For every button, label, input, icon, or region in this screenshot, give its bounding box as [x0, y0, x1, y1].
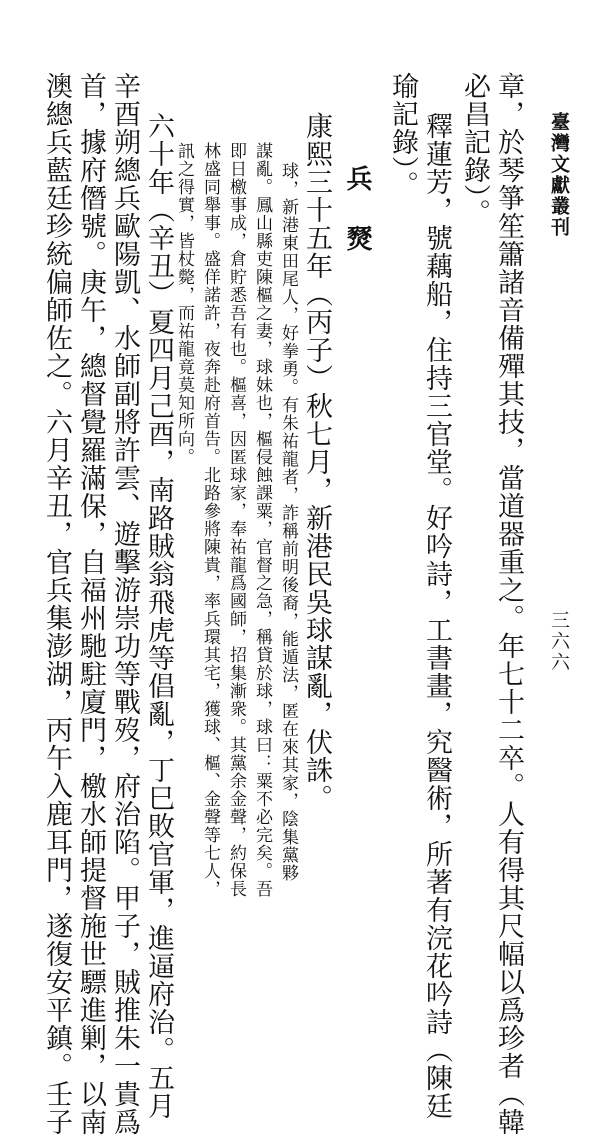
text-column: 章，於琴箏笙簫諸音備殫其技，當道器重之。年七十二卒。人有得其尺幅以爲珍者（韓 — [493, 72, 524, 1136]
text-column: 辛酉朔總兵歐陽凱、水師副將許雲、遊擊游崇功等戰歿，府治陷。甲子，賊推朱一貴爲 — [109, 72, 140, 1136]
running-header: 臺灣文獻叢刊 — [548, 112, 570, 238]
text-column: 釋蓮芳，號藕船，住持三官堂。好吟詩，工書畫，究醫術，所著有浣花吟詩（陳廷 — [421, 112, 452, 1120]
text-column: 首，據府僭號。庚午，總督覺羅滿保，自福州馳駐廈門，檄水師提督施世驃進剿，以南 — [75, 72, 106, 1136]
note-column: 訊之得實，皆杖斃，而祐龍竟莫知所向。 — [174, 142, 194, 466]
section-title: 兵燹 — [342, 165, 372, 285]
note-column: 即日檄事成，倉貯悉吾有也。樞喜，因匿球家，奉祐龍爲國師，招集漸衆。其黨余金聲，約保長 — [226, 142, 246, 898]
page-number: 三六六 — [548, 610, 570, 673]
text-column: 澳總兵藍廷珍統偏師佐之。六月辛丑，官兵集澎湖，丙午入鹿耳門，遂復安平鎮。壬子 — [41, 72, 72, 1136]
text-column: 六十年（辛丑）夏四月己酉，南路賊翁飛虎等倡亂，丁巳敗官軍，進逼府治。五月 — [143, 112, 174, 1120]
text-column: 瑜記錄）。 — [387, 72, 418, 199]
note-column: 謀亂。鳳山縣吏陳樞之妻，球妹也，樞侵蝕課粟，官督之急，稱貸於球，球曰：粟不必完矣。吾 — [252, 142, 272, 898]
text-column: 必昌記錄）。 — [459, 72, 490, 227]
note-column: 林盛同舉事。盛佯諾許，夜奔赴府首告。北路參將陳貴，率兵環其宅，獲球、樞、金聲等七人， — [200, 142, 220, 898]
note-column: 球，新港東田尾人，好拳勇。有朱祐龍者，詐稱前明後裔，能遁法，匿在來其家，陰集黨夥 — [278, 162, 298, 882]
text-column: 康熙三十五年（丙子）秋七月，新港民吳球謀亂，伏誅。 — [301, 112, 332, 812]
